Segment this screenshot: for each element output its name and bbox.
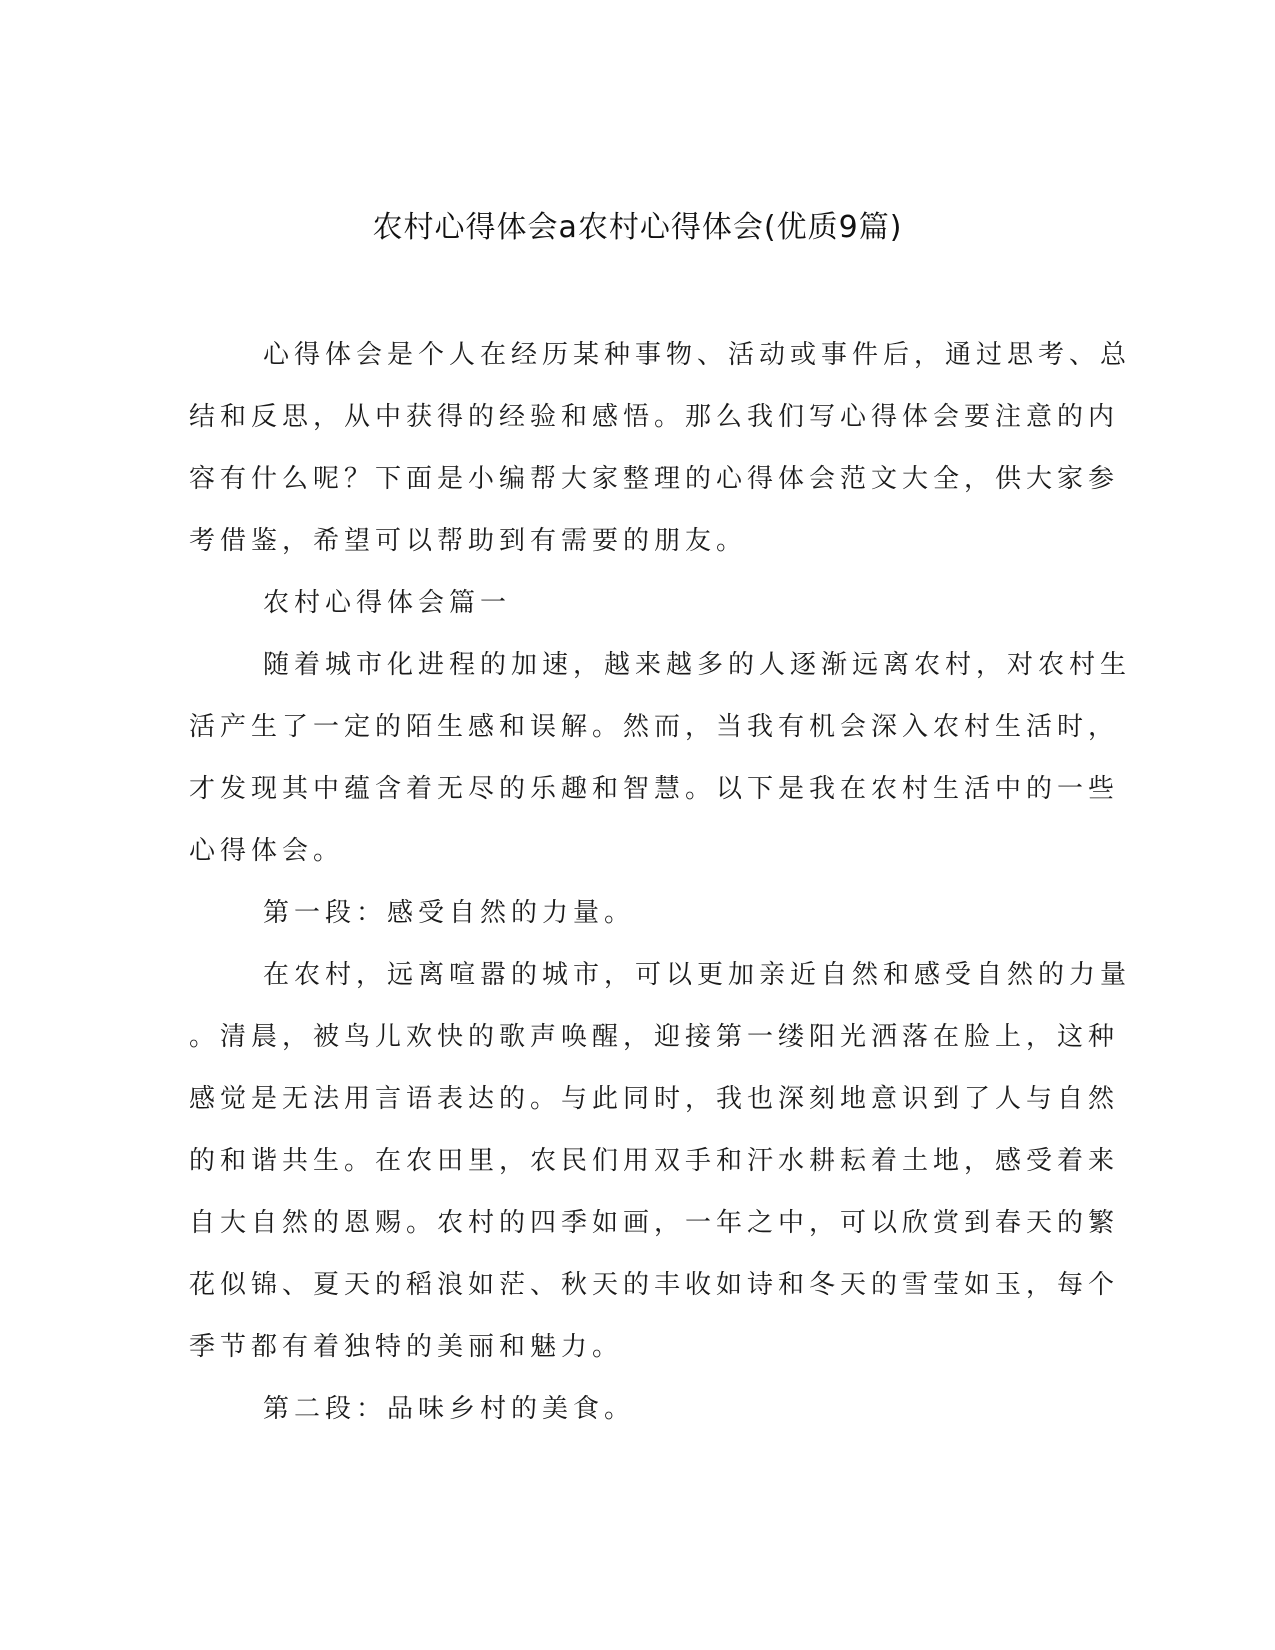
body-text-line: 感觉是无法用言语表达的。与此同时，我也深刻地意识到了人与自然 bbox=[189, 1084, 1120, 1114]
document-body bbox=[189, 324, 1132, 1440]
body-text-line: 季节都有着独特的美丽和魅力。 bbox=[189, 1332, 624, 1362]
document-title: 农村心得体会a农村心得体会(优质9篇) bbox=[372, 210, 903, 245]
body-text-line: 随着城市化进程的加速，越来越多的人逐渐远离农村，对农村生 bbox=[263, 650, 1132, 680]
body-text-line: 第二段：品味乡村的美食。 bbox=[263, 1394, 636, 1424]
body-text-line: 自大自然的恩赐。农村的四季如画，一年之中，可以欣赏到春天的繁 bbox=[189, 1208, 1120, 1238]
body-text-line: 。清晨，被鸟儿欢快的歌声唤醒，迎接第一缕阳光洒落在脸上，这种 bbox=[189, 1022, 1120, 1052]
body-text-line: 花似锦、夏天的稻浪如茫、秋天的丰收如诗和冬天的雪莹如玉，每个 bbox=[189, 1270, 1120, 1300]
body-text-line: 结和反思，从中获得的经验和感悟。那么我们写心得体会要注意的内 bbox=[189, 402, 1120, 432]
body-text-line: 第一段：感受自然的力量。 bbox=[263, 898, 636, 928]
body-text-line: 考借鉴，希望可以帮助到有需要的朋友。 bbox=[189, 526, 748, 556]
body-text-line: 的和谐共生。在农田里，农民们用双手和汗水耕耘着土地，感受着来 bbox=[189, 1146, 1120, 1176]
body-text-line: 心得体会是个人在经历某种事物、活动或事件后，通过思考、总 bbox=[263, 340, 1132, 370]
body-text-line: 在农村，远离喧嚣的城市，可以更加亲近自然和感受自然的力量 bbox=[263, 960, 1132, 990]
body-text-line: 容有什么呢？下面是小编帮大家整理的心得体会范文大全，供大家参 bbox=[189, 464, 1120, 494]
body-text-line: 活产生了一定的陌生感和误解。然而，当我有机会深入农村生活时， bbox=[189, 712, 1120, 742]
body-text-line: 才发现其中蕴含着无尽的乐趣和智慧。以下是我在农村生活中的一些 bbox=[189, 774, 1120, 804]
body-text-line: 心得体会。 bbox=[189, 836, 345, 866]
body-text-line: 农村心得体会篇一 bbox=[263, 588, 512, 618]
